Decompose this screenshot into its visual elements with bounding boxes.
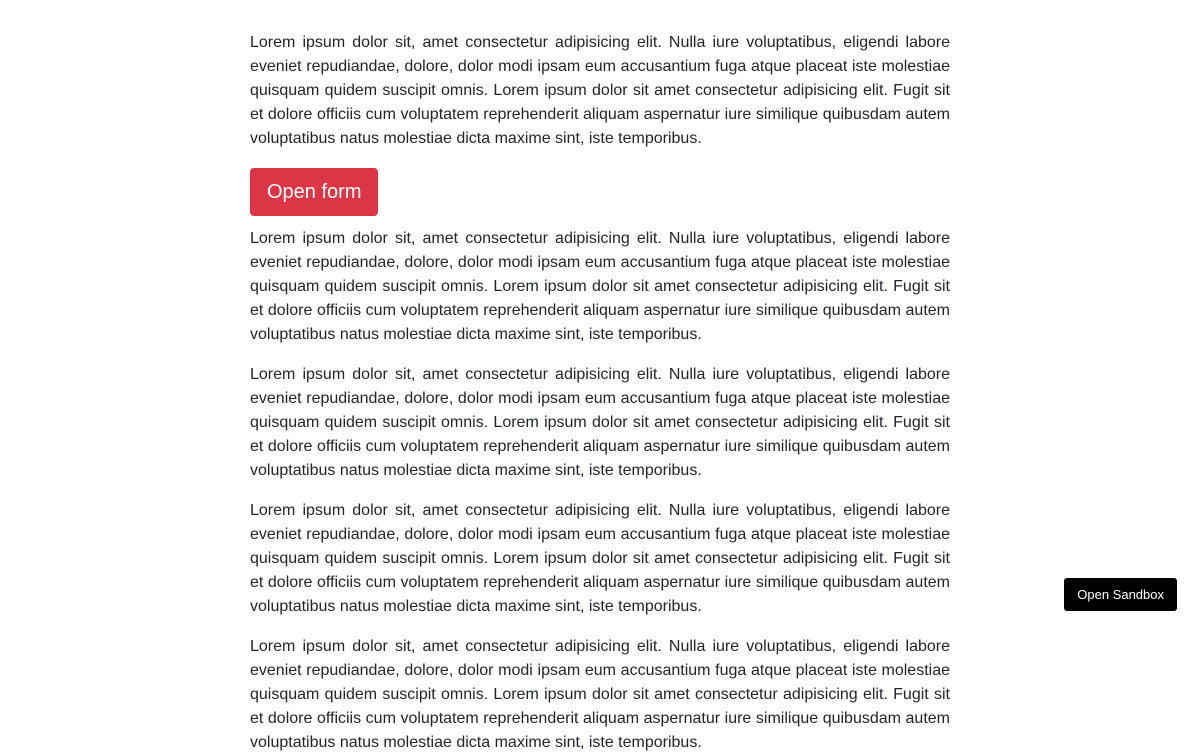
paragraph: Lorem ipsum dolor sit, amet consectetur adipisicing elit. Nulla iure voluptatibus, eligendi labore eveniet repudiandae, dolore, dolor modi ipsam eum accusantium fuga atque placeat iste molestiae quisquam quidem suscipit omnis. Lorem ipsum dolor sit amet consectetur adipisicing elit. Fugit sit et dolore officiis cum voluptatem reprehenderit aliquam aspernatur iure similique quibusdam autem voluptatibus natus molestiae dicta maxime sint, iste temporibus.	[250, 366, 950, 479]
paragraph: Lorem ipsum dolor sit, amet consectetur adipisicing elit. Nulla iure voluptatibus, eligendi labore eveniet repudiandae, dolore, dolor modi ipsam eum accusantium fuga atque placeat iste molestiae quisquam quidem suscipit omnis. Lorem ipsum dolor sit amet consectetur adipisicing elit. Fugit sit et dolore officiis cum voluptatem reprehenderit aliquam aspernatur iure similique quibusdam autem voluptatibus natus molestiae dicta maxime sint, iste temporibus.	[250, 34, 950, 147]
paragraph: Lorem ipsum dolor sit, amet consectetur adipisicing elit. Nulla iure voluptatibus, eligendi labore eveniet repudiandae, dolore, dolor modi ipsam eum accusantium fuga atque placeat iste molestiae quisquam quidem suscipit omnis. Lorem ipsum dolor sit amet consectetur adipisicing elit. Fugit sit et dolore officiis cum voluptatem reprehenderit aliquam aspernatur iure similique quibusdam autem voluptatibus natus molestiae dicta maxime sint, iste temporibus.	[250, 502, 950, 615]
paragraph-spacer	[250, 347, 950, 363]
paragraph-spacer	[250, 483, 950, 499]
paragraph-spacer	[250, 619, 950, 635]
main-content	[250, 31, 950, 755]
open-form-button[interactable]: Open form	[250, 168, 378, 216]
open-sandbox-button[interactable]: Open Sandbox	[1064, 578, 1177, 611]
paragraph: Lorem ipsum dolor sit, amet consectetur adipisicing elit. Nulla iure voluptatibus, eligendi labore eveniet repudiandae, dolore, dolor modi ipsam eum accusantium fuga atque placeat iste molestiae quisquam quidem suscipit omnis. Lorem ipsum dolor sit amet consectetur adipisicing elit. Fugit sit et dolore officiis cum voluptatem reprehenderit aliquam aspernatur iure similique quibusdam autem voluptatibus natus molestiae dicta maxime sint, iste temporibus.	[250, 230, 950, 343]
paragraph: Lorem ipsum dolor sit, amet consectetur adipisicing elit. Nulla iure voluptatibus, eligendi labore eveniet repudiandae, dolore, dolor modi ipsam eum accusantium fuga atque placeat iste molestiae quisquam quidem suscipit omnis. Lorem ipsum dolor sit amet consectetur adipisicing elit. Fugit sit et dolore officiis cum voluptatem reprehenderit aliquam aspernatur iure similique quibusdam autem voluptatibus natus molestiae dicta maxime sint, iste temporibus.	[250, 638, 950, 751]
